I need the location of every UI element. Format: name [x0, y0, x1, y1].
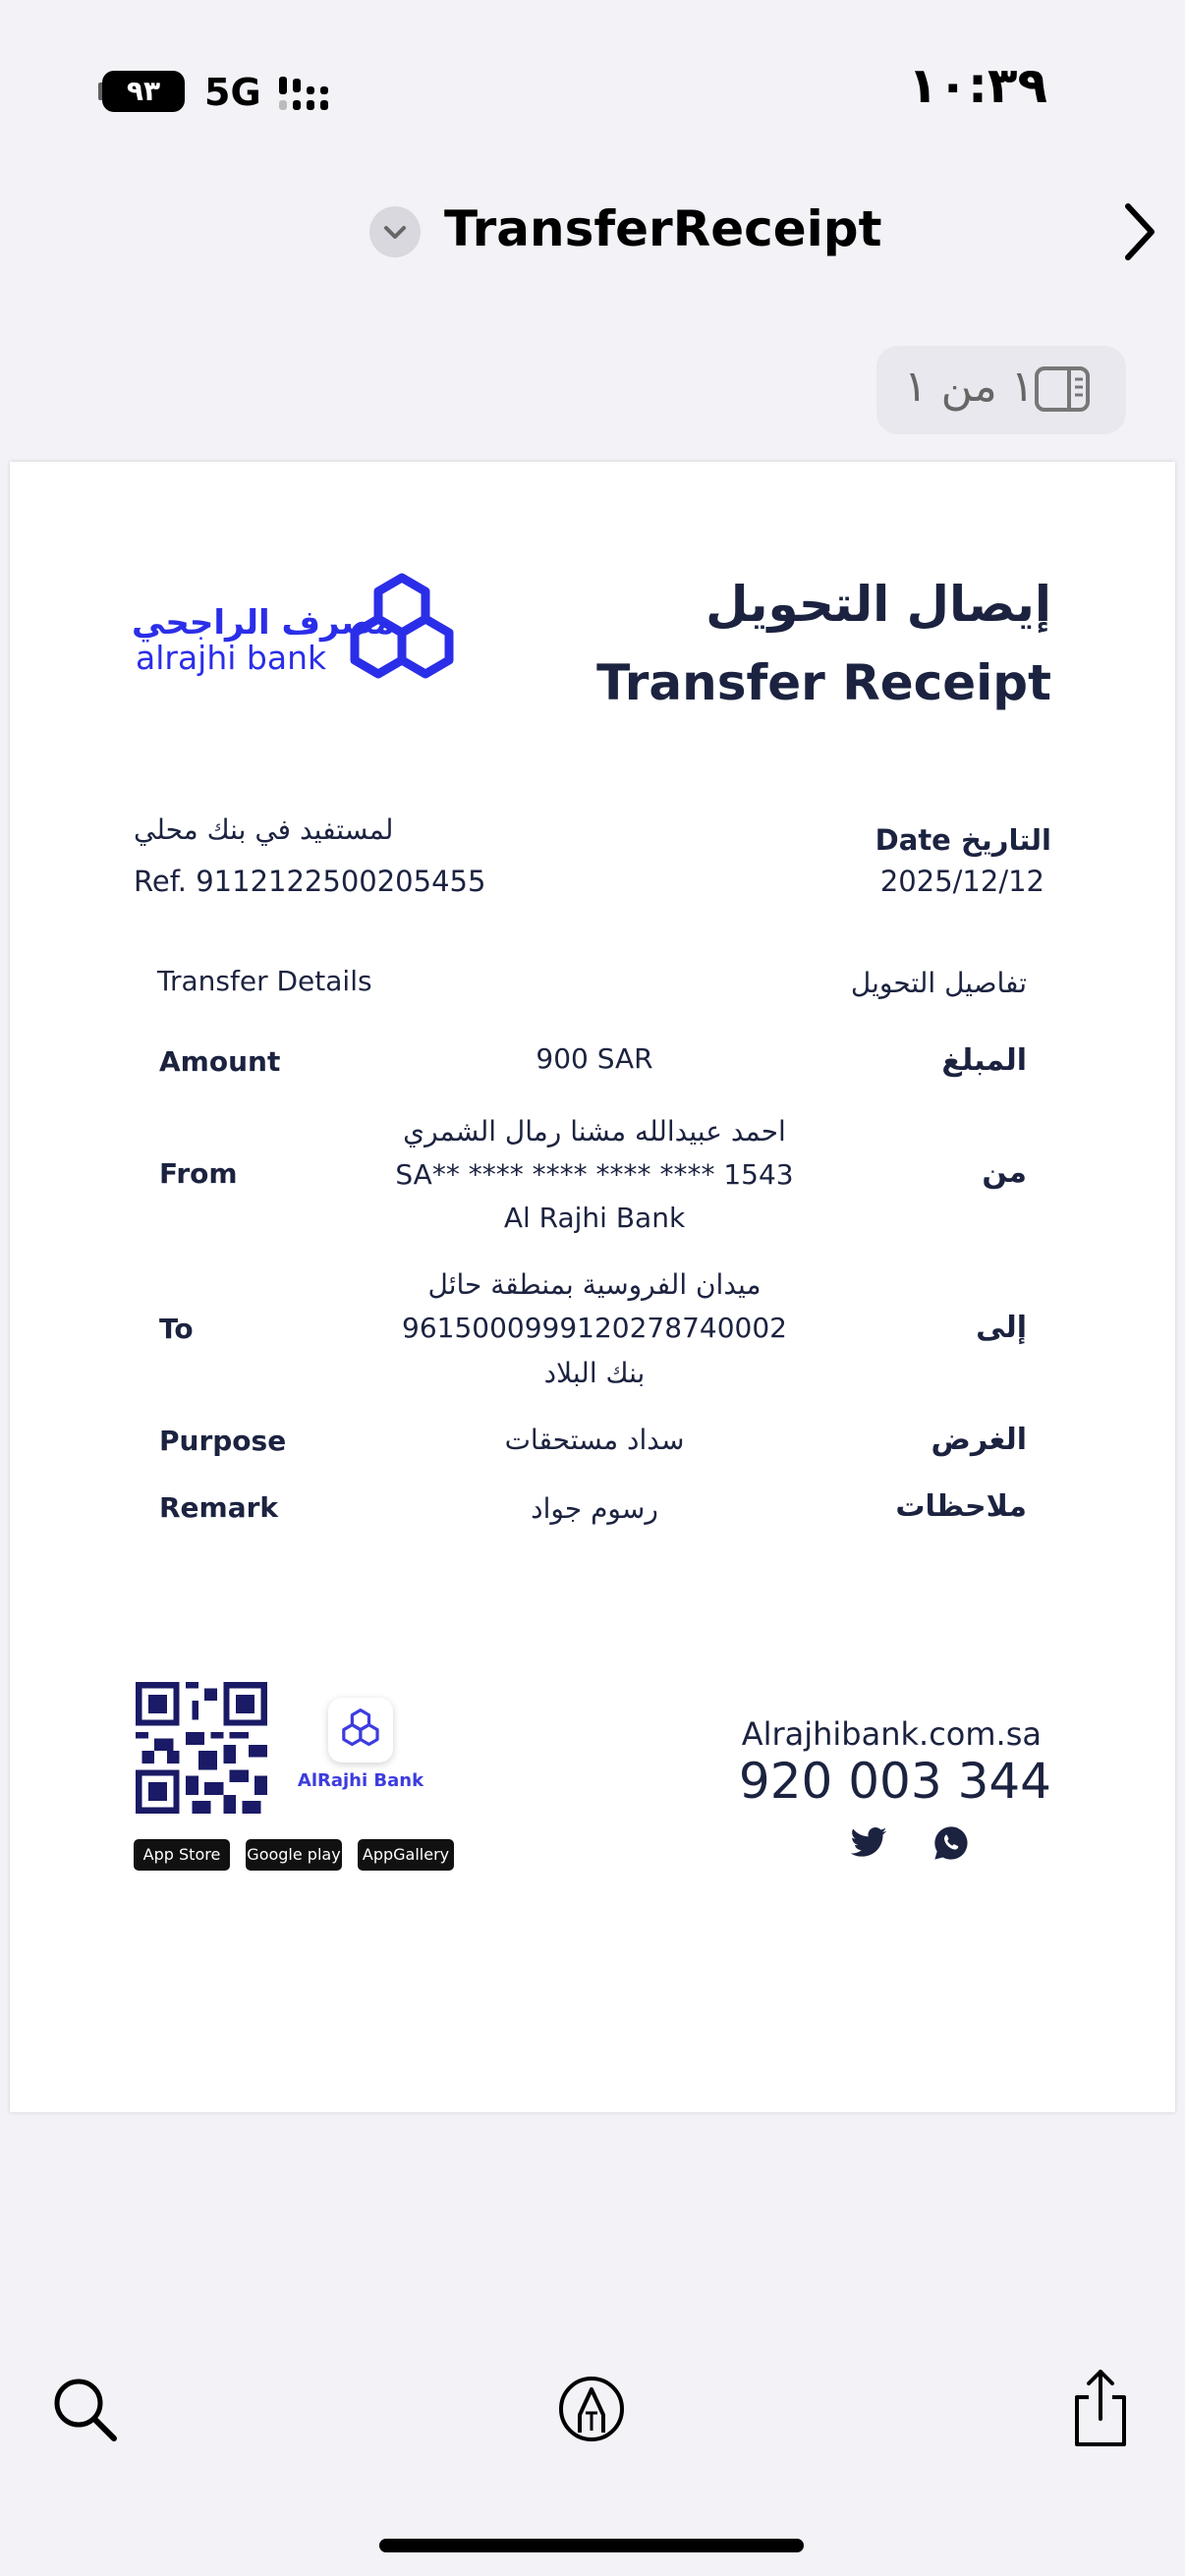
from-iban: SA** **** **** **** **** 1543 — [395, 1158, 794, 1191]
network-label: 5G — [204, 71, 261, 114]
purpose-label-en: Purpose — [159, 1425, 287, 1457]
to-name: ميدان الفروسية بمنطقة حائل — [427, 1268, 762, 1301]
beneficiary-type: لمستفيد في بنك محلي — [134, 813, 394, 846]
date-label: Date التاريخ — [875, 823, 1051, 857]
remark-label-en: Remark — [159, 1491, 279, 1524]
alrajhi-app-logo-icon — [328, 1698, 393, 1763]
to-bank: بنك البلاد — [543, 1357, 646, 1389]
date-value: 2025/12/12 — [879, 865, 1044, 898]
receipt-title-ar: إيصال التحويل — [705, 576, 1051, 633]
title-menu-button[interactable] — [369, 206, 421, 257]
app-name: AlRajhi Bank — [297, 1770, 424, 1791]
amount-label-en: Amount — [159, 1045, 281, 1078]
document-title[interactable]: TransferReceipt — [444, 200, 882, 257]
search-icon[interactable] — [49, 2374, 120, 2444]
purpose-label-ar: الغرض — [931, 1423, 1027, 1457]
from-label-ar: من — [982, 1155, 1027, 1190]
chevron-right-icon[interactable] — [1120, 200, 1159, 263]
remark-value: رسوم جواد — [531, 1492, 658, 1525]
section-title-ar: تفاصيل التحويل — [850, 967, 1027, 999]
whatsapp-icon — [931, 1823, 971, 1863]
website: Alrajhibank.com.sa — [741, 1715, 1042, 1753]
amount-label-ar: المبلغ — [941, 1043, 1027, 1078]
sidebar-icon — [1034, 365, 1091, 413]
twitter-icon — [849, 1823, 888, 1863]
clock: ١٠:٣٩ — [908, 57, 1048, 114]
to-label-en: To — [159, 1313, 194, 1345]
logo-text-ar: مصرف الراجحي — [132, 603, 395, 643]
markup-pen-icon[interactable] — [556, 2374, 627, 2444]
google-play-badge: Google play — [246, 1839, 342, 1871]
phone-number: 920 003 344 — [738, 1753, 1051, 1810]
to-label-ar: إلى — [976, 1311, 1027, 1345]
app-gallery-badge: AppGallery — [358, 1839, 454, 1871]
logo-text-en: alrajhi bank — [136, 639, 327, 677]
amount-value: 900 SAR — [536, 1042, 653, 1075]
to-account: 9615000999120278740002 — [402, 1312, 787, 1344]
remark-label-ar: ملاحظات — [895, 1489, 1027, 1524]
section-title-en: Transfer Details — [157, 965, 372, 997]
receipt-title-en: Transfer Receipt — [596, 654, 1051, 711]
signal-icon — [277, 73, 338, 116]
reference-number: Ref. 9112122500205455 — [134, 865, 486, 898]
qr-code-icon — [136, 1682, 267, 1814]
alrajhi-logo-icon — [340, 572, 464, 696]
home-indicator — [379, 2539, 804, 2552]
from-name: احمد عبيدالله مشنا رمال الشمري — [403, 1115, 786, 1148]
from-label-en: From — [159, 1157, 238, 1190]
battery-indicator: ٩٣ — [102, 71, 185, 112]
purpose-value: سداد مستحقات — [504, 1424, 685, 1456]
app-store-badge: App Store — [134, 1839, 230, 1871]
chevron-down-icon — [369, 206, 421, 257]
app-icon — [328, 1698, 393, 1763]
page-indicator-text: ١ من ١ — [904, 362, 1035, 412]
from-bank: Al Rajhi Bank — [503, 1202, 686, 1234]
share-icon[interactable] — [1065, 2368, 1136, 2448]
